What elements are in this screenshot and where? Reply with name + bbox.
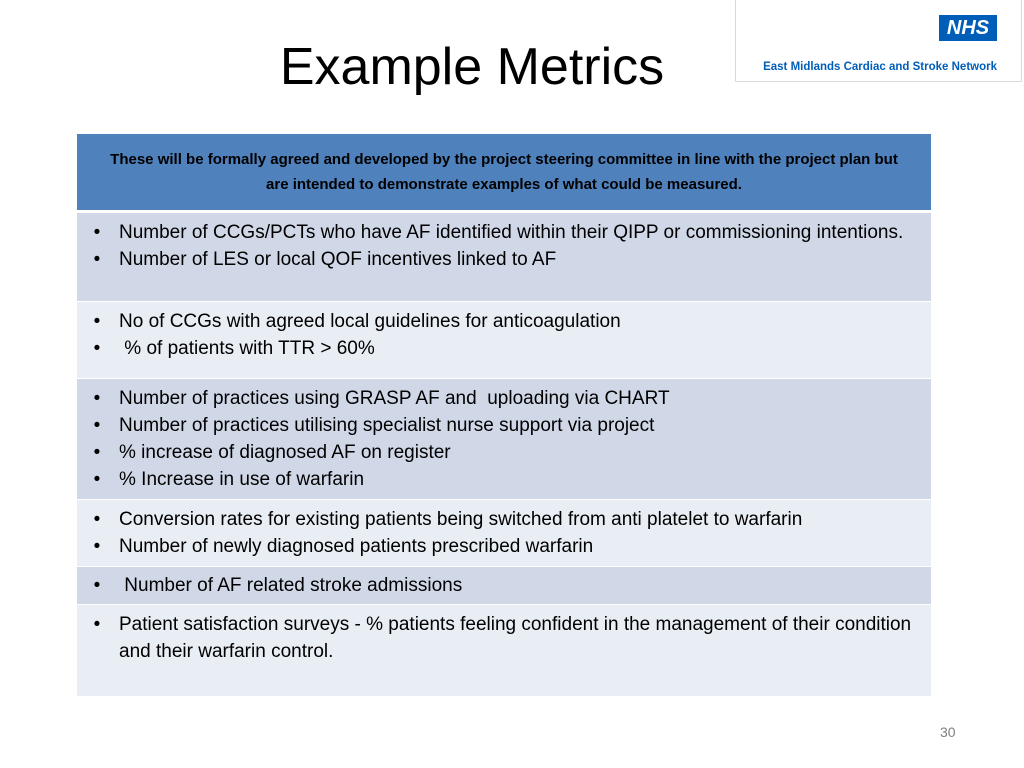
bullet-icon: • xyxy=(93,614,101,635)
list-item xyxy=(87,246,921,273)
organisation-logo xyxy=(735,0,1022,82)
bullet-list xyxy=(77,605,931,671)
list-item xyxy=(87,572,921,599)
table-header: These will be formally agreed and developed by the project steering committee in line with the project plan but are intended to demonstrate examples of what could be measured. xyxy=(77,134,931,212)
table-row xyxy=(77,379,931,500)
bullet-icon: • xyxy=(93,536,101,557)
list-item xyxy=(87,219,921,246)
list-item xyxy=(87,385,921,412)
list-item xyxy=(87,439,921,466)
table-row xyxy=(77,605,931,697)
list-item-text: Number of practices using GRASP AF and uploading via CHART xyxy=(119,388,670,409)
table-cell xyxy=(77,567,931,605)
bullet-icon: • xyxy=(93,249,101,270)
nhs-logo-icon: NHS xyxy=(939,15,997,41)
list-item-text: Number of LES or local QOF incentives linked to AF xyxy=(119,249,557,270)
bullet-icon: • xyxy=(93,509,101,530)
bullet-icon: • xyxy=(93,311,101,332)
table-row xyxy=(77,302,931,379)
bullet-list xyxy=(77,379,931,499)
table-header-row xyxy=(77,134,931,212)
list-item-text: % Increase in use of warfarin xyxy=(119,469,365,490)
table-cell xyxy=(77,212,931,302)
bullet-icon: • xyxy=(93,415,101,436)
table-cell xyxy=(77,379,931,500)
list-item-text: Number of AF related stroke admissions xyxy=(119,575,463,596)
list-item-text: No of CCGs with agreed local guidelines for anticoagulation xyxy=(119,311,621,332)
list-item-text: % of patients with TTR > 60% xyxy=(119,338,375,359)
list-item xyxy=(87,466,921,493)
table-row xyxy=(77,500,931,567)
list-item xyxy=(87,412,921,439)
list-item xyxy=(87,611,921,665)
list-item xyxy=(87,308,921,335)
list-item-text: Conversion rates for existing patients being switched from anti platelet to warfarin xyxy=(119,509,803,530)
bullet-list xyxy=(77,302,931,368)
bullet-icon: • xyxy=(93,338,101,359)
list-item-text: Number of practices utilising specialist nurse support via project xyxy=(119,415,655,436)
bullet-icon: • xyxy=(93,442,101,463)
list-item-text: % increase of diagnosed AF on register xyxy=(119,442,451,463)
table-cell xyxy=(77,500,931,567)
list-item xyxy=(87,335,921,362)
list-item-text: Patient satisfaction surveys - % patients feeling confident in the management of their condition and their warfarin control. xyxy=(119,614,912,662)
list-item-text: Number of newly diagnosed patients prescribed warfarin xyxy=(119,536,594,557)
table-cell xyxy=(77,302,931,379)
table-row xyxy=(77,212,931,302)
network-name: East Midlands Cardiac and Stroke Network xyxy=(763,61,997,73)
list-item xyxy=(87,533,921,560)
table-cell xyxy=(77,605,931,697)
page-number: 30 xyxy=(940,724,956,740)
bullet-icon: • xyxy=(93,222,101,243)
slide-title: Example Metrics xyxy=(279,38,665,96)
bullet-icon: • xyxy=(93,469,101,490)
bullet-list xyxy=(77,213,931,279)
bullet-icon: • xyxy=(93,575,101,596)
metrics-table xyxy=(77,134,931,697)
list-item xyxy=(87,506,921,533)
list-item-text: Number of CCGs/PCTs who have AF identified within their QIPP or commissioning intentions. xyxy=(119,222,904,243)
table-row xyxy=(77,567,931,605)
bullet-list xyxy=(77,567,931,604)
bullet-icon: • xyxy=(93,388,101,409)
bullet-list xyxy=(77,500,931,566)
